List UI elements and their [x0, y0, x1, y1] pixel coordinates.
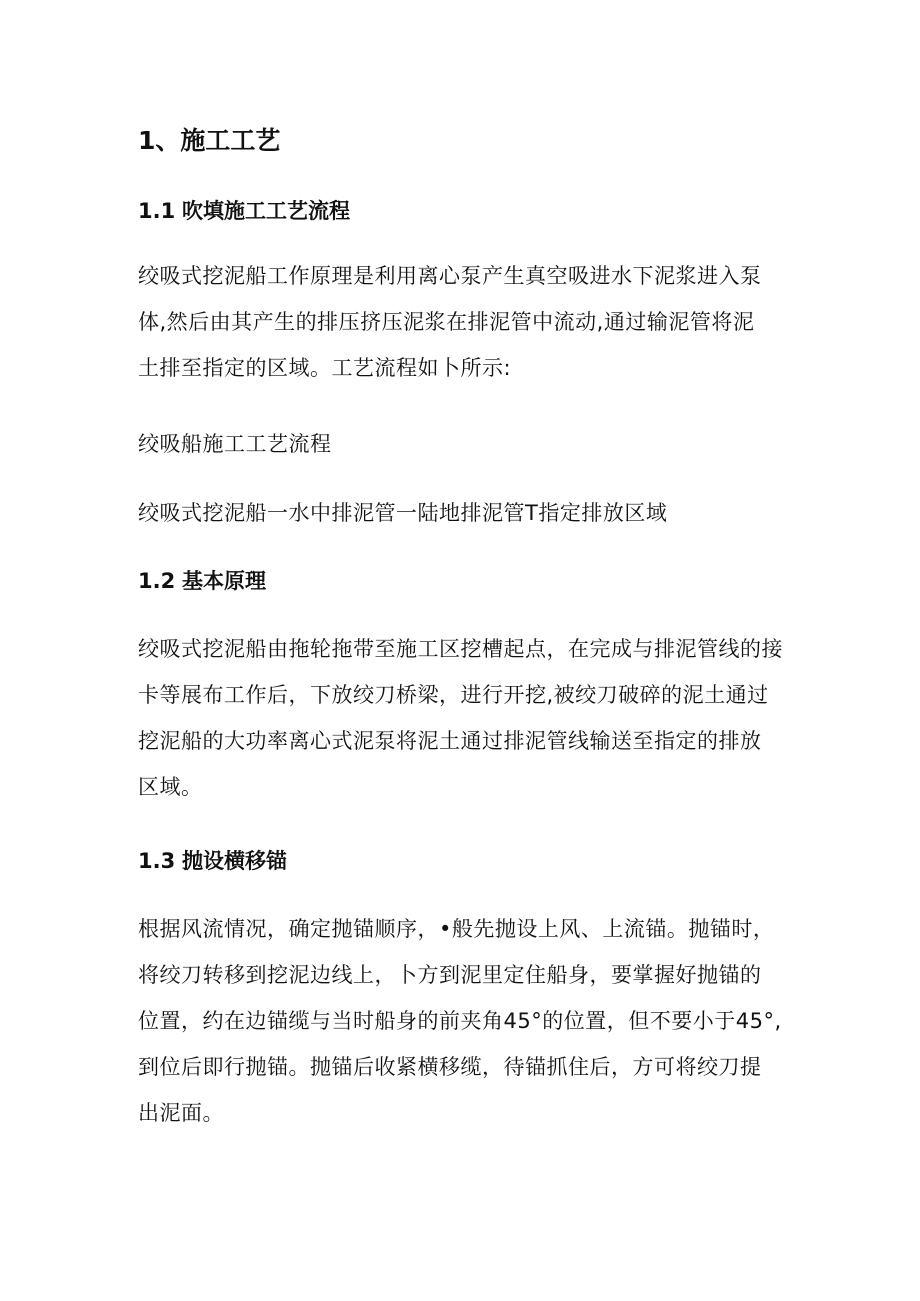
paragraph-basic-principle: 绞吸式挖泥船由拖轮拖带至施工区挖槽起点，在完成与排泥管线的接 卡等展布工作后，下放绞刀桥梁，进行开挖,被绞刀破碎的泥土通过 挖泥船的大功率离心式泥泵将泥土通过排泥管线输送至指定的排放 区域。: [138, 637, 783, 799]
subsection-title: 基本原理: [182, 569, 266, 593]
subsection-heading-1-1: [138, 188, 350, 234]
subsection-number: 1.1: [138, 199, 176, 223]
subsection-title: 抛设横移锚: [182, 849, 287, 873]
subsection-number: 1.3: [138, 849, 176, 873]
flow-title: 绞吸船施工工艺流程: [138, 432, 332, 456]
paragraph-anchor-setting: 根据风流情况，确定抛锚顺序，•般先抛设上风、上流锚。抛锚时， 将绞刀转移到挖泥边线上，卜方到泥里定住船身，要掌握好抛锚的 位置，约在边锚缆与当时船身的前夹角45°的位置，但不要小于45°, 到位后即行抛锚。抛锚后收紧横移缆，待锚抓住后，方可将绞刀提 出泥面。: [138, 917, 782, 1125]
subsection-number: 1.2: [138, 569, 176, 593]
subsection-heading-1-3: [138, 838, 287, 884]
section-heading-construction-process: 1、施工工艺: [138, 126, 281, 155]
flow-description: 绞吸式挖泥船一水中排泥管一陆地排泥管T指定排放区域: [138, 501, 668, 525]
subsection-heading-1-2: [138, 558, 266, 604]
paragraph-working-principle: 绞吸式挖泥船工作原理是利用离心泵产生真空吸进水下泥浆进入泵 体,然后由其产生的排压挤压泥浆在排泥管中流动,通过输泥管将泥 土排至指定的区域。工艺流程如卜所示:: [138, 264, 762, 380]
subsection-title: 吹填施工工艺流程: [182, 199, 350, 223]
